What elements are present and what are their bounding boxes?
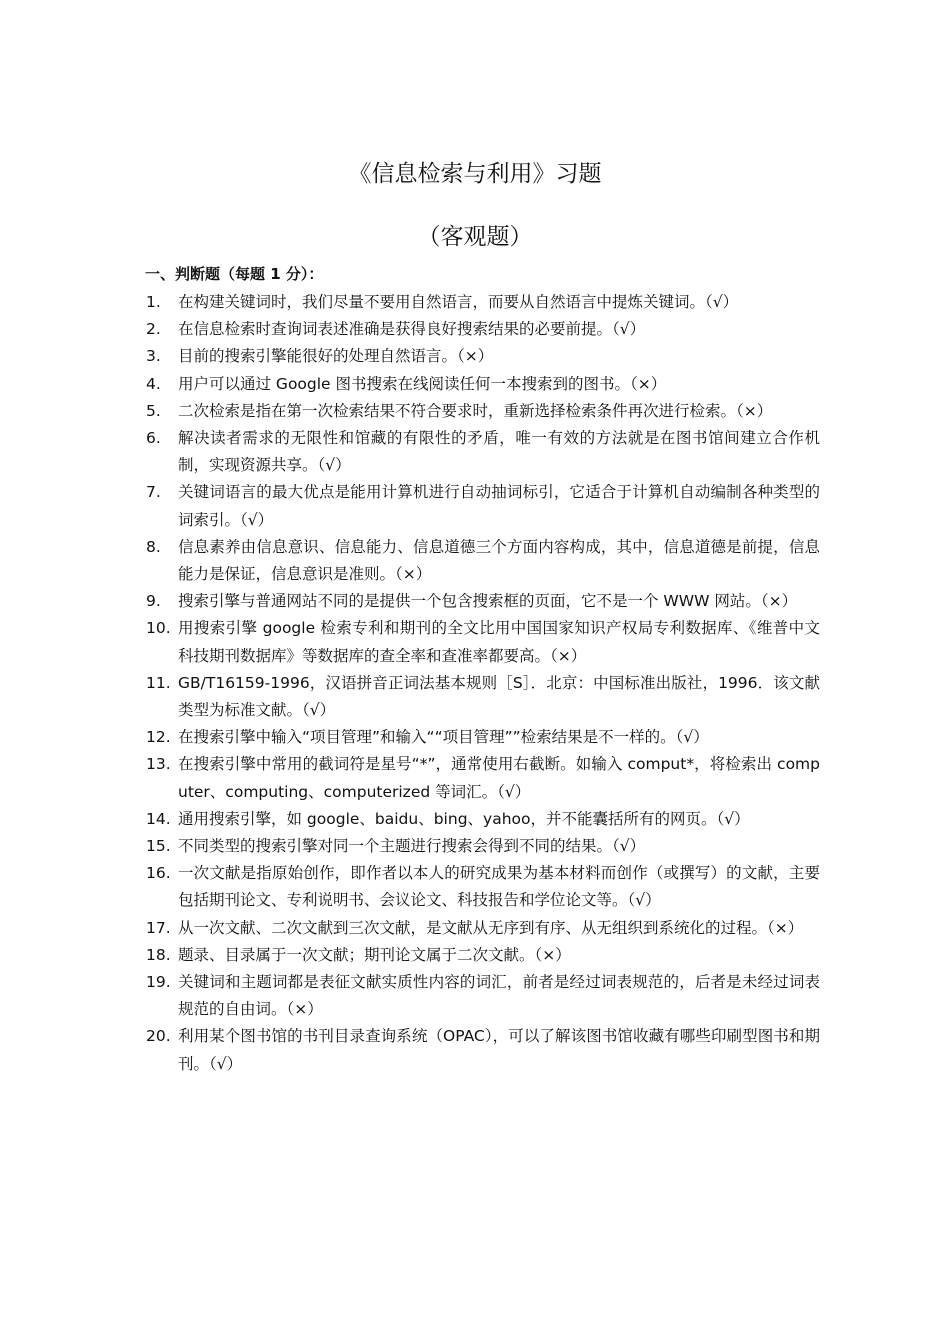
question-text: 一次文献是指原始创作，即作者以本人的研究成果为基本材料而创作（或撰写）的文献，主要包括期刊论文、专利说明书、会议论文、科技报告和学位论文等。（√） xyxy=(178,864,820,910)
question-list xyxy=(140,289,820,1078)
question-text: 搜索引擎与普通网站不同的是提供一个包含搜索框的页面，它不是一个 WWW 网站。（×） xyxy=(178,592,798,611)
question-item xyxy=(140,942,820,969)
question-item xyxy=(140,425,820,479)
question-number: 18. xyxy=(146,945,171,964)
question-item xyxy=(140,860,820,914)
question-text: 通用搜索引擎，如 google、baidu、bing、yahoo，并不能囊括所有的网页。（√） xyxy=(178,809,750,828)
question-number: 13. xyxy=(146,755,171,774)
question-item xyxy=(140,615,820,669)
question-text: 关键词语言的最大优点是能用计算机进行自动抽词标引，它适合于计算机自动编制各种类型的词索引。（√） xyxy=(178,483,820,529)
question-text: 用户可以通过 Google 图书搜索在线阅读任何一本搜索到的图书。（×） xyxy=(178,374,667,393)
question-text: 用搜索引擎 google 检索专利和期刊的全文比用中国国家知识产权局专利数据库、《维普中文科技期刊数据库》等数据库的查全率和查准率都要高。（×） xyxy=(178,619,820,665)
question-text: 从一次文献、二次文献到三次文献，是文献从无序到有序、从无组织到系统化的过程。（×） xyxy=(178,918,804,937)
question-text: 二次检索是指在第一次检索结果不符合要求时，重新选择检索条件再次进行检索。（×） xyxy=(178,401,773,420)
question-text: 不同类型的搜索引擎对同一个主题进行搜索会得到不同的结果。（√） xyxy=(178,837,646,856)
question-text: 在搜索引擎中常用的截词符是星号“*”，通常使用右截断。如输入 comput*，将检索出 computer、computing、computerized 等词汇。（√） xyxy=(178,755,820,801)
question-number: 4. xyxy=(146,374,161,393)
question-number: 5. xyxy=(146,401,161,420)
question-number: 2. xyxy=(146,320,161,339)
question-number: 6. xyxy=(146,429,161,448)
question-number: 16. xyxy=(146,864,171,883)
question-number: 20. xyxy=(146,1027,171,1046)
question-number: 9. xyxy=(146,592,161,611)
question-item xyxy=(140,724,820,751)
question-item xyxy=(140,751,820,805)
question-number: 8. xyxy=(146,537,161,556)
document-title: 《信息检索与利用》习题 xyxy=(348,161,602,187)
question-text: 信息素养由信息意识、信息能力、信息道德三个方面内容构成，其中，信息道德是前提，信息能力是保证，信息意识是准则。（×） xyxy=(178,537,820,584)
question-text: GB/T16159-1996，汉语拼音正词法基本规则［S］．北京：中国标准出版社，1996．该文献类型为标准文献。（√） xyxy=(178,673,820,720)
section-heading: 一、判断题（每题 1 分）： xyxy=(145,265,324,283)
question-number: 17. xyxy=(146,918,171,937)
question-item xyxy=(140,915,820,942)
question-item xyxy=(140,670,820,724)
question-number: 12. xyxy=(146,728,171,747)
question-item xyxy=(140,316,820,343)
document-subtitle: （客观题） xyxy=(417,224,533,250)
question-item xyxy=(140,588,820,615)
question-item xyxy=(140,371,820,398)
question-number: 14. xyxy=(146,809,171,828)
question-text: 关键词和主题词都是表征文献实质性内容的词汇，前者是经过词表规范的，后者是未经过词表规范的自由词。（×） xyxy=(178,973,820,1019)
question-item xyxy=(140,479,820,533)
question-item xyxy=(140,806,820,833)
question-item xyxy=(140,534,820,588)
question-number: 15. xyxy=(146,837,171,856)
question-item xyxy=(140,833,820,860)
question-text: 在信息检索时查询词表述准确是获得良好搜索结果的必要前提。（√） xyxy=(178,320,646,339)
question-text: 目前的搜索引擎能很好的处理自然语言。（×） xyxy=(178,347,494,366)
question-item xyxy=(140,398,820,425)
question-text: 在构建关键词时，我们尽量不要用自然语言，而要从自然语言中提炼关键词。（√） xyxy=(178,293,739,311)
question-text: 题录、目录属于一次文献；期刊论文属于二次文献。（×） xyxy=(178,945,571,964)
question-number: 3. xyxy=(146,347,161,366)
question-item xyxy=(140,343,820,370)
question-number: 10. xyxy=(146,619,171,638)
question-text: 解决读者需求的无限性和馆藏的有限性的矛盾，唯一有效的方法就是在图书馆间建立合作机制，实现资源共享。（√） xyxy=(178,429,820,475)
question-text: 利用某个图书馆的书刊目录查询系统（OPAC），可以了解该图书馆收藏有哪些印刷型图书和期刊。（√） xyxy=(178,1027,820,1073)
question-number: 1. xyxy=(146,293,161,311)
question-item xyxy=(140,289,820,316)
question-number: 19. xyxy=(146,973,171,992)
question-item xyxy=(140,1023,820,1077)
question-number: 11. xyxy=(146,673,171,692)
question-item xyxy=(140,969,820,1023)
question-text: 在搜索引擎中输入“项目管理”和输入““项目管理””检索结果是不一样的。（√） xyxy=(178,728,709,747)
question-number: 7. xyxy=(146,483,161,502)
